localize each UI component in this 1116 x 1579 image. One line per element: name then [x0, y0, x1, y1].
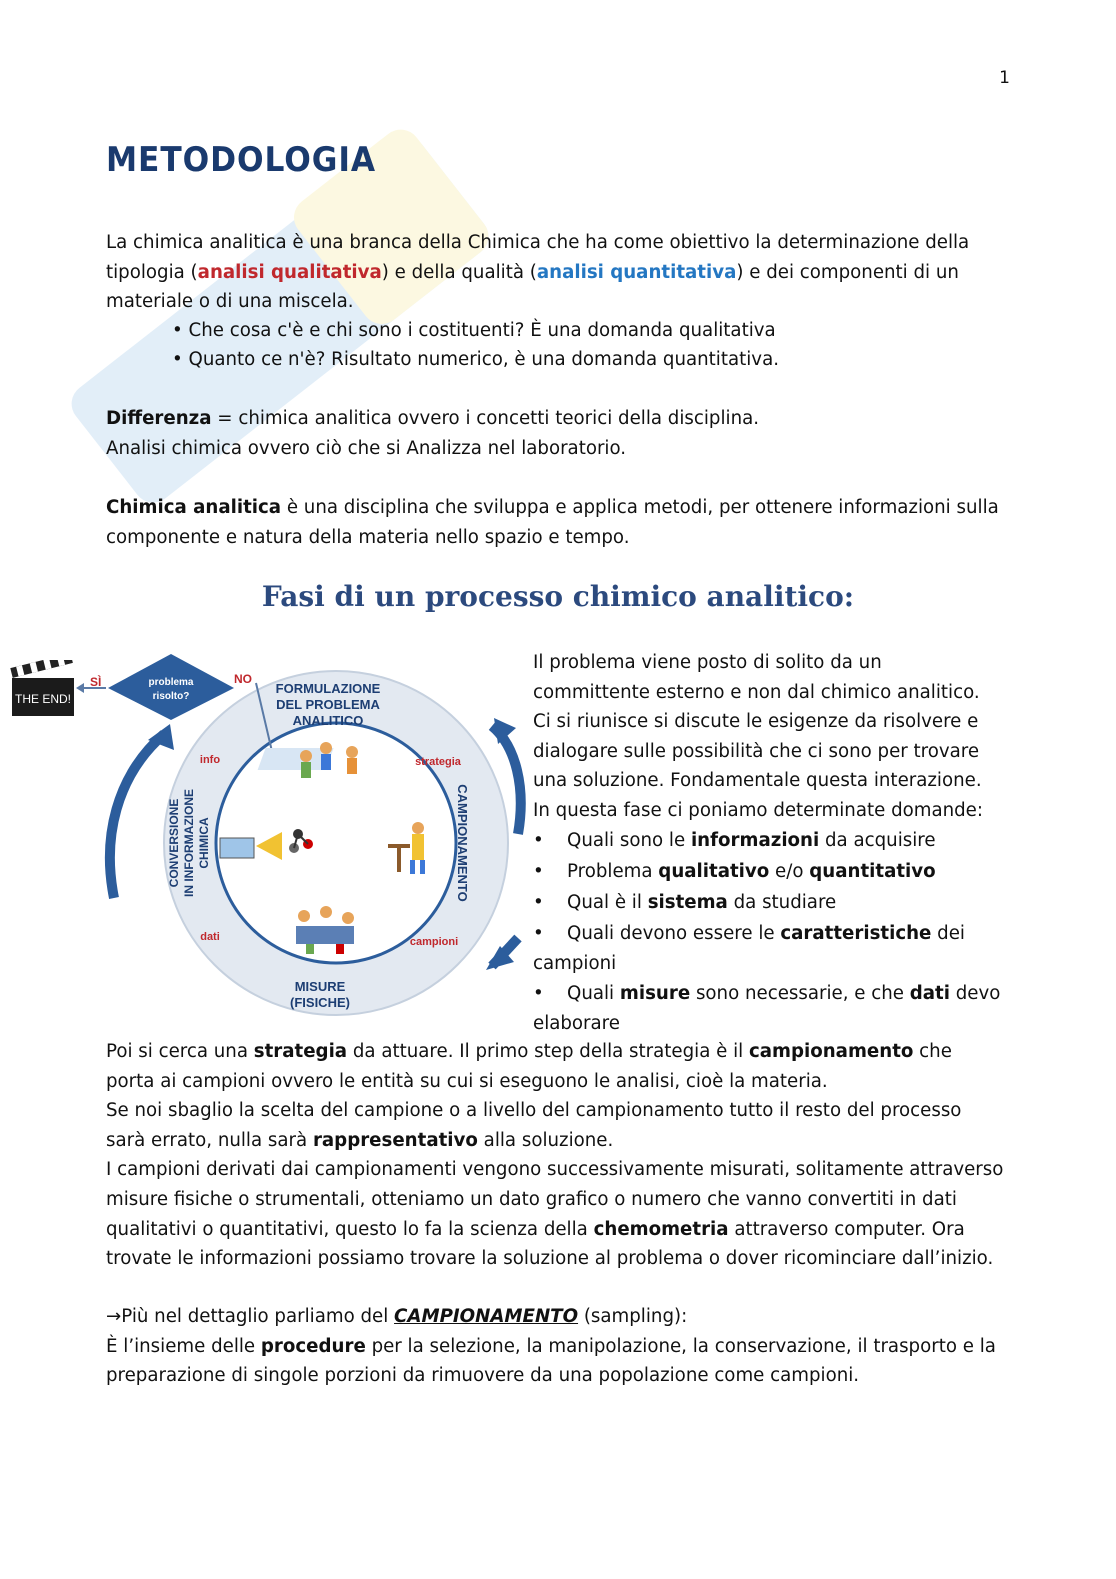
analytical-process-diagram [6, 648, 526, 1033]
qualitative-term: analisi qualitativa [197, 261, 382, 283]
campionamento-term: CAMPIONAMENTO [394, 1306, 579, 1327]
svg-text:campioni: campioni [409, 936, 459, 948]
section-title: Fasi di un processo chimico analitico: [261, 580, 855, 613]
differenza-paragraph: Differenza = chimica analitica ovvero i concetti teorici della disciplina. Analisi chimica ovvero ciò che si Analizza nel laboratorio. [106, 408, 760, 459]
chimica-paragraph: Chimica analitica è una disciplina che sviluppa e applica metodi, per ottenere informazioni sulla componente e natura della materia nello spazio e tempo. [106, 497, 999, 548]
question-quantitative: • Quanto ce n'è? Risultato numerico, è una domanda quantitativa. [172, 349, 779, 370]
left-cycle-arrow [110, 734, 164, 898]
page-number: 1 [999, 68, 1010, 88]
right-arrow-icon: → [106, 1306, 122, 1327]
problem-paragraph: Il problema viene posto di solito da un committente esterno e non dal chimico analitico. Ci si riunisce si discute le esigenze da risolvere e dialogare sulle possibilità che ci sono per trovare una soluzione. Fondamentale questa interazione. In questa fase ci poniamo determinate domande: [533, 652, 983, 821]
page-title: METODOLOGIA [106, 140, 377, 180]
intro-paragraph: La chimica analitica è una branca della Chimica che ha come obiettivo la determinazione della tipologia (analisi qualitativa) e della qualità (analisi quantitativa) e dei componenti di un materiale o di una miscela. [106, 232, 970, 313]
bullet-caratteristiche: • Quali devono essere le caratteristiche dei campioni [533, 923, 965, 974]
svg-text:MISURE: MISURE [294, 979, 346, 994]
svg-text:problema: problema [148, 677, 194, 688]
strategy-paragraph: Poi si cerca una strategia da attuare. Il primo step della strategia è il campionamento che porta ai campioni ovvero le entità su cui si eseguono le analisi, cioè la materia. Se noi sbaglio la scelta del campione o a livello del campionamento tutto il resto del processo sarà errato, nulla sarà rappresentativo alla soluzione. I campioni derivati dai campionamenti vengono successivamente misurati, solitamente attraverso misure fisiche o strumentali, otteniamo un dato grafico o numero che vanno convertiti in dati qualitativi o quantitativi, questo lo fa la scienza della chemometria attraverso computer. Ora trovate le informazioni possiamo trovare la soluzione al problema o dover ricominciare dall’inizio. [106, 1041, 1004, 1270]
question-qualitative: • Che cosa c'è e chi sono i costituenti? È una domanda qualitativa [172, 320, 776, 341]
svg-text:IN INFORMAZIONE: IN INFORMAZIONE [182, 789, 196, 897]
svg-text:DEL PROBLEMA: DEL PROBLEMA [276, 697, 380, 712]
svg-text:FORMULAZIONE: FORMULAZIONE [275, 681, 381, 696]
svg-text:strategia: strategia [415, 756, 461, 768]
bullet-misure: • Quali misure sono necessarie, e che dati devo elaborare [533, 983, 1001, 1034]
campionamento-paragraph: →Più nel dettaglio parliamo del CAMPIONAMENTO (sampling): È l’insieme delle procedure per la selezione, la manipolazione, la conservazione, il trasporto e la preparazione di singole porzioni da rimuovere da una popolazione come campioni. [106, 1306, 996, 1387]
bullet-sistema: • Qual è il sistema da studiare [533, 892, 837, 913]
svg-text:info: info [199, 754, 221, 766]
quantitative-term: analisi quantitativa [536, 261, 737, 283]
svg-text:CHIMICA: CHIMICA [197, 817, 211, 869]
no-label: NO [234, 672, 252, 686]
yes-label: SÌ [90, 675, 102, 689]
svg-text:dati: dati [200, 931, 220, 943]
svg-text:ANALITICO: ANALITICO [292, 713, 364, 728]
svg-text:CAMPIONAMENTO: CAMPIONAMENTO [455, 784, 470, 902]
svg-text:CONVERSIONE: CONVERSIONE [167, 798, 181, 888]
svg-text:risolto?: risolto? [152, 691, 190, 702]
svg-text:(FISICHE): (FISICHE) [290, 995, 350, 1010]
svg-text:THE END!: THE END! [14, 692, 72, 706]
bullet-qualitativo: • Problema qualitativo e/o quantitativo [533, 861, 936, 882]
bullet-informazioni: • Quali sono le informazioni da acquisire [533, 830, 936, 851]
